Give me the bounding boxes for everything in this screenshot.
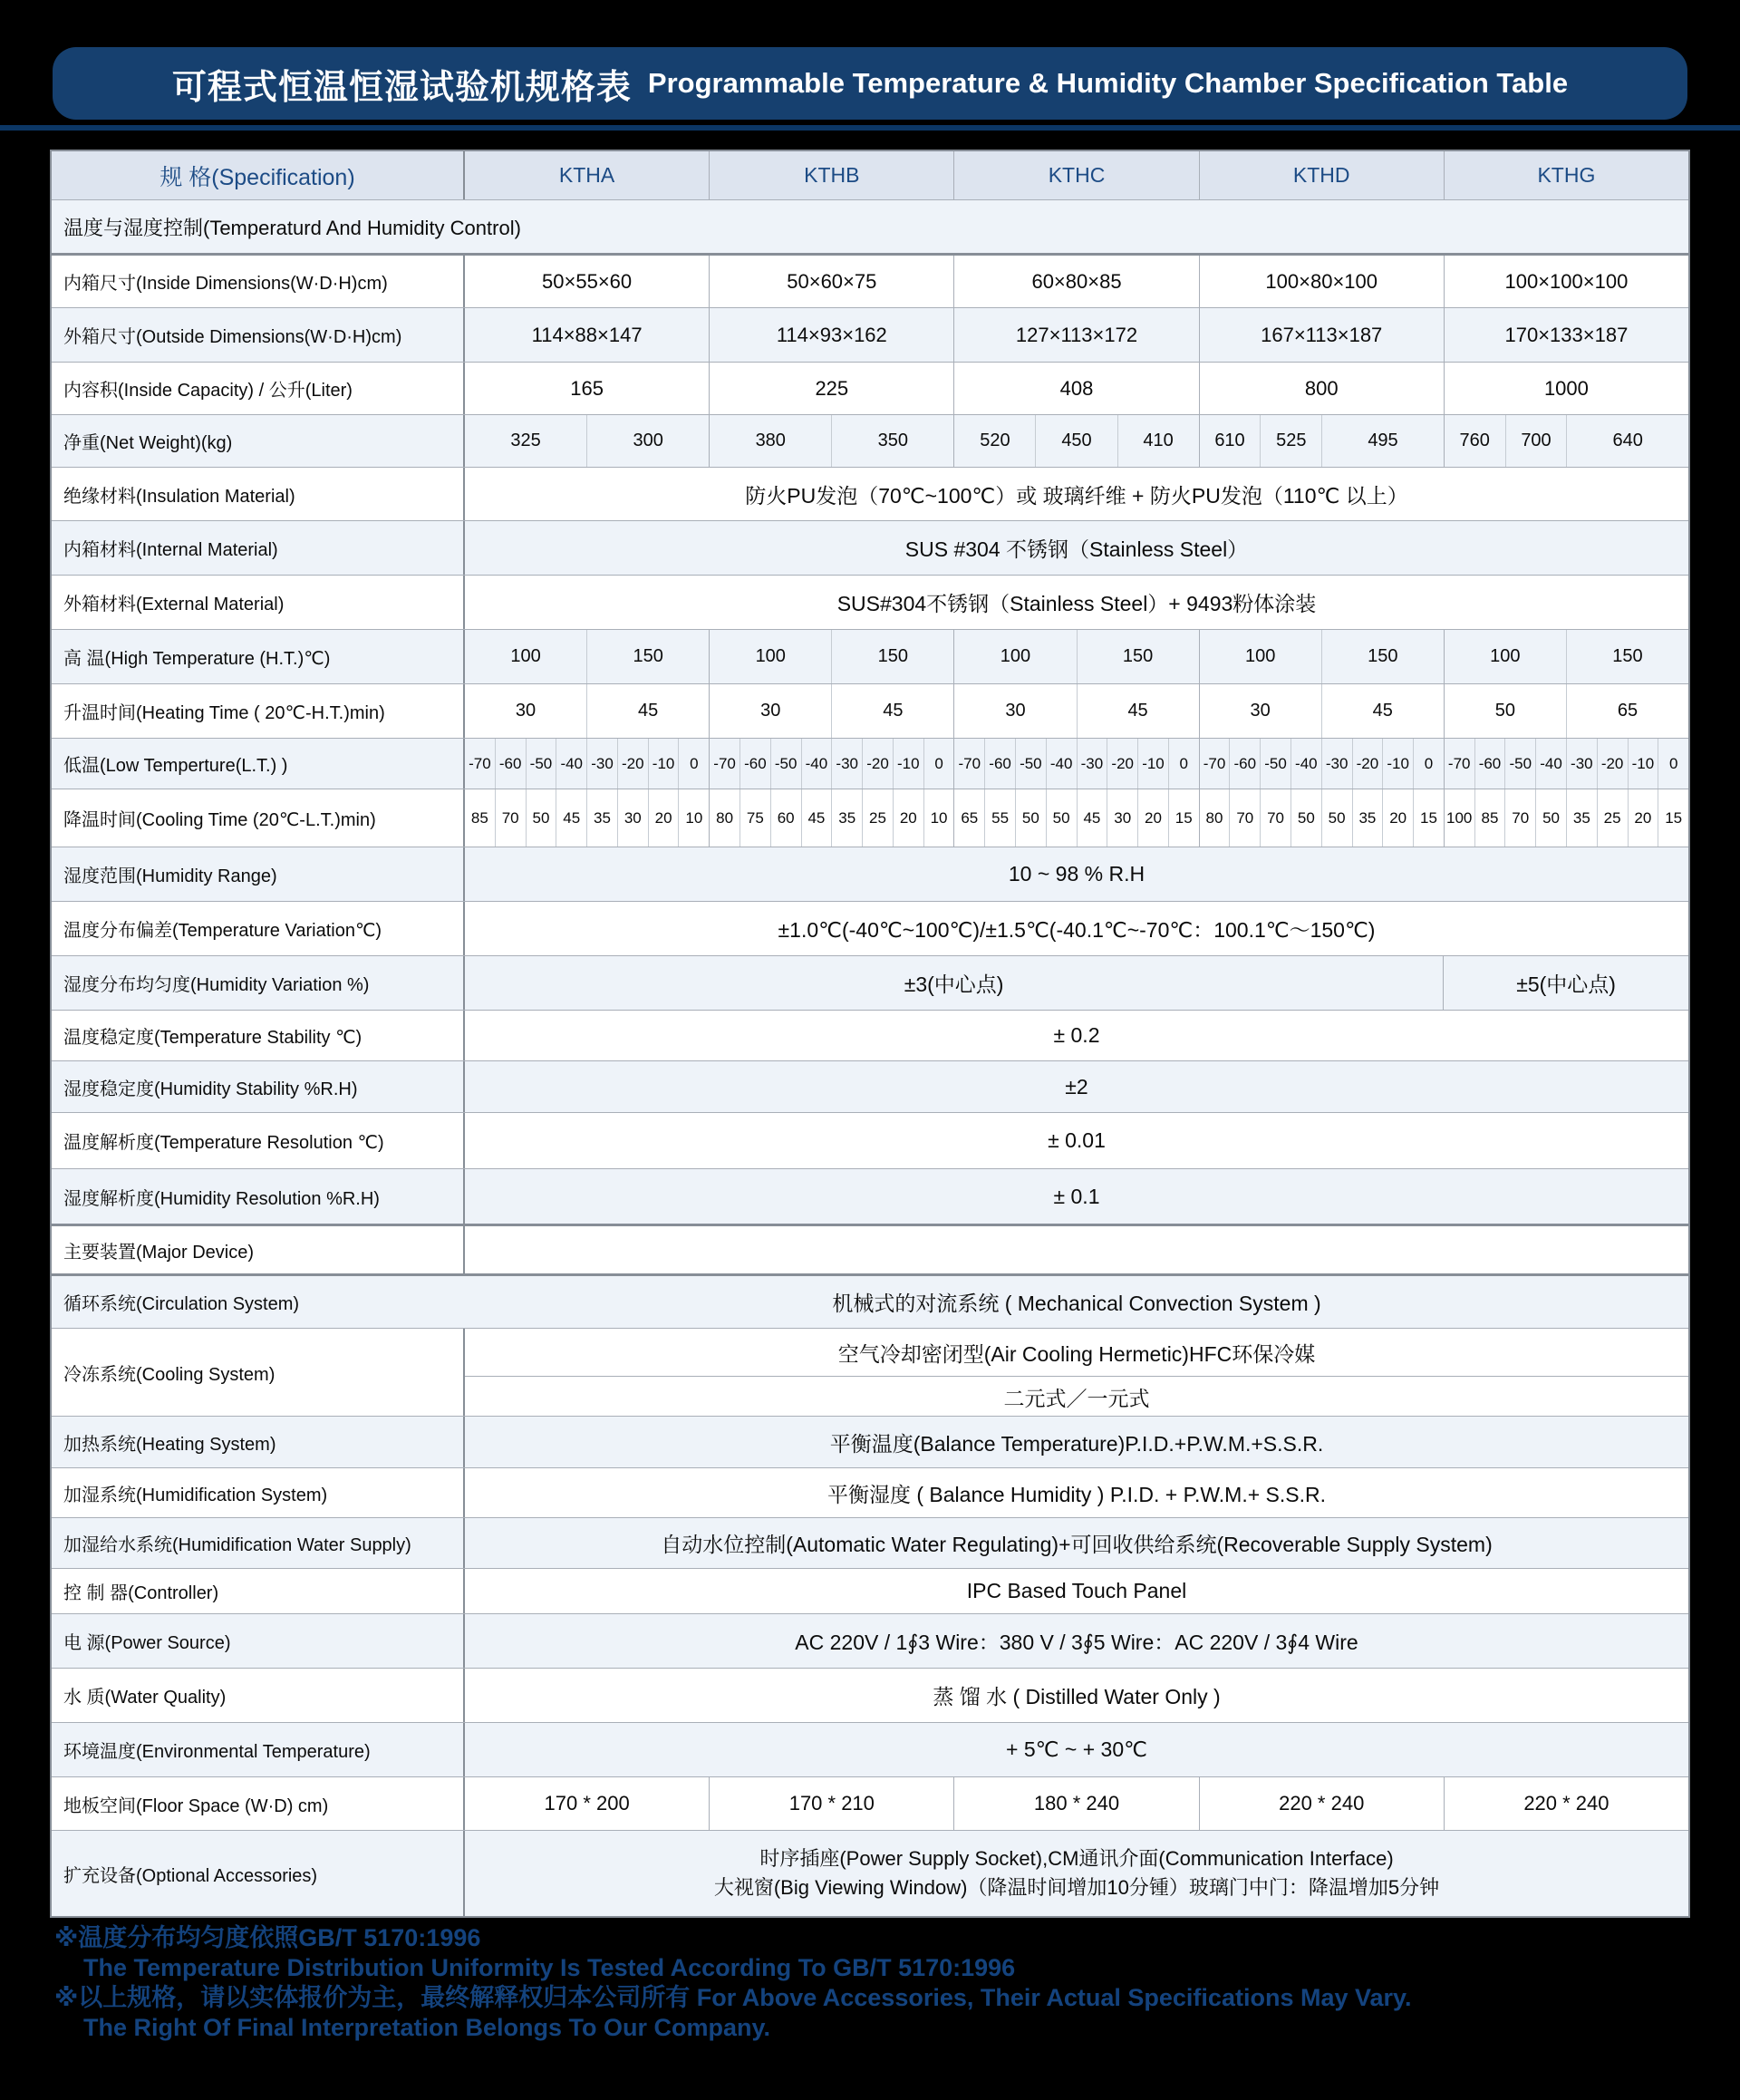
row-low-temperature (52, 738, 1688, 789)
row-optional-accessories (52, 1830, 1688, 1916)
value-low-temperature-KTHD-7: 0 (1413, 739, 1444, 789)
row-humidification-system (52, 1467, 1688, 1517)
group-net-weight-KTHC (953, 415, 1198, 467)
group-net-weight-KTHG (1444, 415, 1688, 467)
value-low-temperature-KTHD-0: -70 (1203, 754, 1226, 772)
row-environmental-temperature (52, 1722, 1688, 1776)
row-inside-capacity (52, 362, 1688, 414)
footnote-interpretation-en: The Right Of Final Interpretation Belongs To Our Company. (83, 2014, 771, 2041)
footnote-uniformity-en: The Temperature Distribution Uniformity Is Tested According To GB/T 5170:1996 (83, 1954, 1016, 1981)
row-humidity-range (52, 847, 1688, 901)
group-heating-time-KTHB (709, 684, 953, 738)
value-high-temperature-KTHD-0: 100 (1244, 646, 1276, 666)
row-label-external-material: 外箱材料(External Material) (52, 576, 465, 629)
value-high-temperature-KTHB-1: 150 (831, 630, 953, 683)
value-outside-dimensions-KTHC: 127×113×172 (953, 308, 1198, 362)
group-low-temperature-KTHB (709, 739, 953, 789)
value-inside-capacity-KTHG: 1000 (1444, 363, 1688, 414)
value-low-temperature-KTHG-1: -60 (1474, 739, 1505, 789)
row-label-cooling-system: 冷冻系统(Cooling System) (52, 1329, 465, 1416)
row-label-inside-capacity: 内容积(Inside Capacity) / 公升(Liter) (52, 363, 465, 414)
value-high-temperature-KTHG-0: 100 (1490, 646, 1521, 666)
value-temperature-variation: ±1.0℃(-40℃~100℃)/±1.5℃(-40.1℃~-70℃：100.1℃～150℃) (778, 918, 1376, 942)
value-cooling-time-KTHG-6: 20 (1628, 789, 1658, 847)
row-external-material (52, 575, 1688, 629)
value-circulation-system: 机械式的对流系统 ( Mechanical Convection System ) (832, 1292, 1321, 1315)
row-cooling-time (52, 789, 1688, 847)
row-major-device (52, 1224, 1688, 1273)
value-outside-dimensions-KTHD: 167×113×187 (1199, 308, 1444, 362)
row-label-controller: 控 制 器(Controller) (52, 1569, 465, 1613)
value-low-temperature-KTHG-4: -30 (1566, 739, 1597, 789)
value-cooling-time-KTHA-6: 20 (648, 789, 679, 847)
row-label-high-temperature: 高 温(High Temperature (H.T.)℃) (52, 630, 465, 683)
row-label-heating-system: 加热系统(Heating System) (52, 1417, 465, 1467)
value-heating-time-KTHD-0: 30 (1250, 701, 1271, 721)
row-label-circulation-system: 循环系统(Circulation System) (63, 1294, 300, 1314)
value-low-temperature-KTHB-1: -60 (740, 739, 770, 789)
page-title-chinese: 可程式恒温恒湿试验机规格表 (171, 68, 632, 107)
group-high-temperature-KTHA (465, 630, 709, 683)
group-high-temperature-KTHC (953, 630, 1198, 683)
value-outside-dimensions-KTHB: 114×93×162 (709, 308, 953, 362)
value-cooling-time-KTHD-2: 70 (1260, 789, 1290, 847)
row-label-humidification-water-supply: 加湿给水系统(Humidification Water Supply) (52, 1518, 465, 1568)
row-label-power-source: 电 源(Power Source) (52, 1614, 465, 1668)
value-major-device (465, 1226, 1688, 1273)
value-low-temperature-KTHA-3: -40 (556, 739, 586, 789)
row-outside-dimensions (52, 307, 1688, 362)
value-cooling-time-KTHA-7: 10 (678, 789, 709, 847)
value-cooling-time-KTHD-1: 70 (1229, 789, 1260, 847)
row-temperature-variation (52, 901, 1688, 955)
page-title-english: Programmable Temperature & Humidity Chamber Specification Table (647, 67, 1569, 99)
value-inside-dimensions-KTHB: 50×60×75 (709, 256, 953, 307)
value-heating-time-KTHB-1: 45 (831, 684, 953, 738)
row-temperature-resolution (52, 1112, 1688, 1168)
value-cooling-time-KTHG-0: 100 (1446, 808, 1473, 827)
value-low-temperature-KTHD-1: -60 (1229, 739, 1260, 789)
value-outside-dimensions-KTHG: 170×133×187 (1444, 308, 1688, 362)
value-net-weight-KTHC-1: 450 (1035, 415, 1116, 467)
group-cooling-time-KTHG (1444, 789, 1688, 847)
value-low-temperature-KTHD-2: -50 (1260, 739, 1290, 789)
value-heating-system: 平衡温度(Balance Temperature)P.I.D.+P.W.M.+S.S.R. (829, 1431, 1324, 1456)
value-low-temperature-KTHG-6: -10 (1628, 739, 1658, 789)
value-cooling-time-KTHG-3: 50 (1535, 789, 1566, 847)
value-humidification-water-supply: 自动水位控制(Automatic Water Regulating)+可回收供给系统(Recoverable Supply System) (661, 1533, 1493, 1556)
value-cooling-time-KTHC-0: 65 (961, 808, 979, 827)
stack-cooling-system (465, 1329, 1688, 1416)
value-low-temperature-KTHB-2: -50 (770, 739, 801, 789)
row-temperature-stability (52, 1010, 1688, 1060)
title-bar (53, 47, 1687, 120)
row-floor-space (52, 1776, 1688, 1830)
value-net-weight-KTHC-2: 410 (1117, 415, 1199, 467)
value-net-weight-KTHA-0: 325 (510, 431, 541, 450)
group-high-temperature-KTHB (709, 630, 953, 683)
value-heating-time-KTHA-0: 30 (515, 701, 536, 721)
value-net-weight-KTHD-2: 495 (1321, 415, 1444, 467)
value-heating-time-KTHG-0: 50 (1494, 701, 1515, 721)
row-label-heating-time: 升温时间(Heating Time ( 20℃-H.T.)min) (52, 684, 465, 738)
group-cooling-time-KTHB (709, 789, 953, 847)
value-low-temperature-KTHG-0: -70 (1447, 754, 1471, 772)
value-low-temperature-KTHC-5: -20 (1107, 739, 1137, 789)
group-low-temperature-KTHD (1199, 739, 1444, 789)
row-cooling-system (52, 1328, 1688, 1416)
row-circulation-system (52, 1273, 1688, 1328)
value-low-temperature-KTHC-4: -30 (1077, 739, 1107, 789)
value-inside-dimensions-KTHG: 100×100×100 (1444, 256, 1688, 307)
value-cooling-time-KTHD-4: 50 (1321, 789, 1352, 847)
value-environmental-temperature: + 5℃ ~ + 30℃ (1006, 1737, 1147, 1761)
value-cooling-time-KTHA-1: 70 (495, 789, 526, 847)
row-label-outside-dimensions: 外箱尺寸(Outside Dimensions(W·D·H)cm) (52, 308, 465, 362)
value-external-material: SUS#304不锈钢（Stainless Steel）+ 9493粉体涂装 (836, 592, 1317, 615)
model-header-KTHG: KTHG (1444, 151, 1688, 199)
value-cooling-time-KTHB-0: 80 (716, 808, 734, 827)
row-insulation-material (52, 467, 1688, 520)
value-inside-capacity-KTHA: 165 (570, 376, 604, 400)
value-temperature-resolution: ± 0.01 (1048, 1128, 1106, 1152)
value-inside-capacity-KTHD: 800 (1199, 363, 1444, 414)
value-cooling-time-KTHC-5: 30 (1107, 789, 1137, 847)
value-low-temperature-KTHC-0: -70 (958, 754, 981, 772)
value-inside-capacity-KTHB: 225 (709, 363, 953, 414)
value-floor-space-KTHD: 220 * 240 (1199, 1777, 1444, 1830)
value-low-temperature-KTHA-4: -30 (586, 739, 617, 789)
value-cooling-time-KTHC-7: 15 (1168, 789, 1199, 847)
value-cooling-time-KTHC-1: 55 (984, 789, 1015, 847)
value-net-weight-KTHB-0: 380 (755, 431, 786, 450)
row-label-internal-material: 内箱材料(Internal Material) (52, 521, 465, 575)
model-header-KTHC: KTHC (953, 151, 1198, 199)
value-power-source: AC 220V / 1∮3 Wire：380 V / 3∮5 Wire：AC 220V / 3∮4 Wire (795, 1631, 1358, 1654)
value-net-weight-KTHG-1: 700 (1505, 415, 1567, 467)
value-low-temperature-KTHG-7: 0 (1658, 739, 1688, 789)
spec-table (50, 150, 1690, 1918)
value-low-temperature-KTHA-5: -20 (617, 739, 648, 789)
row-net-weight (52, 414, 1688, 467)
value-cooling-time-KTHG-7: 15 (1658, 789, 1688, 847)
value-cooling-time-KTHB-7: 10 (923, 789, 954, 847)
value-low-temperature-KTHC-1: -60 (984, 739, 1015, 789)
value-cooling-time-KTHD-5: 35 (1352, 789, 1383, 847)
value-inside-dimensions-KTHC: 60×80×85 (953, 256, 1198, 307)
spec-header-cell: 规 格(Specification) (52, 151, 465, 199)
row-humidity-resolution (52, 1168, 1688, 1224)
value-cooling-time-KTHA-0: 85 (470, 808, 488, 827)
row-label-temperature-variation: 温度分布偏差(Temperature Variation℃) (52, 902, 465, 955)
value-net-weight-KTHB-1: 350 (831, 415, 953, 467)
value-cooling-time-KTHB-2: 60 (770, 789, 801, 847)
row-power-source (52, 1613, 1688, 1668)
row-label-temperature-resolution: 温度解析度(Temperature Resolution ℃) (52, 1113, 465, 1168)
row-label-humidity-range: 湿度范围(Humidity Range) (52, 847, 465, 901)
row-heating-time (52, 683, 1688, 738)
value-net-weight-KTHG-2: 640 (1566, 415, 1688, 467)
row-label-cooling-time: 降温时间(Cooling Time (20℃-L.T.)min) (52, 789, 465, 847)
group-net-weight-KTHD (1199, 415, 1444, 467)
value-water-quality: 蒸 馏 水 ( Distilled Water Only ) (933, 1685, 1221, 1708)
group-high-temperature-KTHD (1199, 630, 1444, 683)
row-label-insulation-material: 绝缘材料(Insulation Material) (52, 468, 465, 520)
value-low-temperature-KTHD-3: -40 (1290, 739, 1321, 789)
value-outside-dimensions-KTHA: 114×88×147 (531, 323, 643, 346)
row-label-humidification-system: 加湿系统(Humidification System) (52, 1468, 465, 1517)
value-humidity-resolution: ± 0.1 (1053, 1184, 1100, 1208)
value-cooling-time-KTHA-2: 50 (526, 789, 556, 847)
row-label-net-weight: 净重(Net Weight)(kg) (52, 415, 465, 467)
value-high-temperature-KTHG-1: 150 (1566, 630, 1688, 683)
value-cooling-time-KTHC-2: 50 (1015, 789, 1046, 847)
value-low-temperature-KTHD-4: -30 (1321, 739, 1352, 789)
value-heating-time-KTHG-1: 65 (1566, 684, 1688, 738)
footnote-disclaimer-cn-en: ※以上规格，请以实体报价为主，最终解释权归本公司所有 For Above Accessories, Their Actual Specifications May Vary. (54, 1984, 1412, 2011)
row-label-temperature-stability: 温度稳定度(Temperature Stability ℃) (52, 1011, 465, 1060)
value-cooling-time-KTHC-6: 20 (1137, 789, 1168, 847)
value-humidity-variation-left: ±3(中心点) (904, 973, 1004, 996)
section-label-temp-humidity-control: 温度与湿度控制(Temperaturd And Humidity Control) (63, 216, 521, 239)
value-low-temperature-KTHB-6: -10 (893, 739, 923, 789)
row-heating-system (52, 1416, 1688, 1467)
group-cooling-time-KTHC (953, 789, 1198, 847)
row-temp-humidity-control (52, 199, 1688, 253)
value-humidification-system: 平衡湿度 ( Balance Humidity ) P.I.D. + P.W.M.+ S.S.R. (826, 1482, 1327, 1506)
value-cooling-time-KTHB-4: 35 (831, 789, 862, 847)
value-high-temperature-KTHA-0: 100 (510, 646, 541, 666)
value-low-temperature-KTHB-4: -30 (831, 739, 862, 789)
value-low-temperature-KTHA-2: -50 (526, 739, 556, 789)
row-label-optional-accessories: 扩充设备(Optional Accessories) (52, 1831, 465, 1916)
value-low-temperature-KTHA-0: -70 (469, 754, 491, 772)
value-low-temperature-KTHD-5: -20 (1352, 739, 1383, 789)
footnote-uniformity-cn: ※温度分布均匀度依照GB/T 5170:1996 (54, 1924, 481, 1951)
table-header-row (52, 151, 1688, 199)
row-internal-material (52, 520, 1688, 575)
row-water-quality (52, 1668, 1688, 1722)
row-label-water-quality: 水 质(Water Quality) (52, 1669, 465, 1722)
row-label-humidity-variation: 湿度分布均匀度(Humidity Variation %) (52, 956, 465, 1010)
value-cooling-time-KTHG-2: 70 (1504, 789, 1535, 847)
value-cooling-time-KTHA-4: 35 (586, 789, 617, 847)
row-inside-dimensions (52, 253, 1688, 307)
value-humidity-range: 10 ~ 98 % R.H (1008, 862, 1146, 885)
value-heating-time-KTHA-1: 45 (586, 684, 709, 738)
value-low-temperature-KTHB-7: 0 (923, 739, 954, 789)
value-low-temperature-KTHG-3: -40 (1535, 739, 1566, 789)
value-insulation-material: 防火PU发泡（70℃~100℃）或 玻璃纤维 + 防火PU发泡（110℃ 以上） (745, 483, 1408, 508)
value-cooling-time-KTHB-1: 75 (740, 789, 770, 847)
value-optional-accessories (465, 1831, 1688, 1916)
value-net-weight-KTHD-0: 610 (1214, 431, 1245, 450)
value-low-temperature-KTHC-6: -10 (1137, 739, 1168, 789)
value-high-temperature-KTHC-1: 150 (1077, 630, 1199, 683)
value-cooling-system-0: 空气冷却密闭型(Air Cooling Hermetic)HFC环保冷媒 (837, 1341, 1316, 1366)
value-inside-dimensions-KTHD: 100×80×100 (1199, 256, 1444, 307)
row-humidity-variation (52, 955, 1688, 1010)
group-net-weight-KTHB (709, 415, 953, 467)
value-cooling-time-KTHA-3: 45 (556, 789, 586, 847)
footnotes (54, 1923, 1686, 2043)
value-cooling-time-KTHG-5: 25 (1597, 789, 1628, 847)
value-cooling-time-KTHD-7: 15 (1413, 789, 1444, 847)
row-label-humidity-stability: 湿度稳定度(Humidity Stability %R.H) (52, 1061, 465, 1112)
row-humidity-stability (52, 1060, 1688, 1112)
value-heating-time-KTHC-0: 30 (1005, 701, 1026, 721)
header-divider-rule (0, 125, 1740, 131)
value-temperature-stability: ± 0.2 (1053, 1023, 1100, 1047)
group-low-temperature-KTHG (1444, 739, 1688, 789)
value-net-weight-KTHD-1: 525 (1260, 415, 1321, 467)
value-cooling-time-KTHB-6: 20 (893, 789, 923, 847)
value-high-temperature-KTHB-0: 100 (755, 646, 786, 666)
value-low-temperature-KTHA-1: -60 (495, 739, 526, 789)
value-cooling-time-KTHD-6: 20 (1382, 789, 1413, 847)
value-inside-capacity-KTHC: 408 (953, 363, 1198, 414)
group-cooling-time-KTHA (465, 789, 709, 847)
value-low-temperature-KTHB-5: -20 (862, 739, 893, 789)
value-low-temperature-KTHA-7: 0 (678, 739, 709, 789)
value-floor-space-KTHA: 170 * 200 (544, 1792, 630, 1815)
value-low-temperature-KTHG-2: -50 (1504, 739, 1535, 789)
value-low-temperature-KTHD-6: -10 (1382, 739, 1413, 789)
row-humidification-water-supply (52, 1517, 1688, 1568)
value-cooling-time-KTHG-4: 35 (1566, 789, 1597, 847)
value-floor-space-KTHG: 220 * 240 (1444, 1777, 1688, 1830)
row-controller (52, 1568, 1688, 1613)
value-low-temperature-KTHC-3: -40 (1046, 739, 1077, 789)
row-high-temperature (52, 629, 1688, 683)
row-label-environmental-temperature: 环境温度(Environmental Temperature) (52, 1723, 465, 1776)
value-floor-space-KTHB: 170 * 210 (709, 1777, 953, 1830)
model-header-KTHB: KTHB (709, 151, 953, 199)
group-heating-time-KTHG (1444, 684, 1688, 738)
value-cooling-time-KTHD-3: 50 (1290, 789, 1321, 847)
value-low-temperature-KTHG-5: -20 (1597, 739, 1628, 789)
row-label-inside-dimensions: 内箱尺寸(Inside Dimensions(W·D·H)cm) (52, 256, 465, 307)
value-cooling-time-KTHG-1: 85 (1474, 789, 1505, 847)
value-humidity-variation-right: ±5(中心点) (1443, 956, 1688, 1010)
value-low-temperature-KTHB-3: -40 (801, 739, 832, 789)
value-heating-time-KTHC-1: 45 (1077, 684, 1199, 738)
group-low-temperature-KTHC (953, 739, 1198, 789)
value-net-weight-KTHC-0: 520 (980, 431, 1010, 450)
group-heating-time-KTHA (465, 684, 709, 738)
value-optional-accessories-line-1: 大视窗(Big Viewing Window)（降温时间增加10分锺）玻璃门中门：降温增加5分钟 (713, 1876, 1440, 1899)
model-header-KTHD: KTHD (1199, 151, 1444, 199)
value-heating-time-KTHB-0: 30 (760, 701, 781, 721)
group-heating-time-KTHC (953, 684, 1198, 738)
group-high-temperature-KTHG (1444, 630, 1688, 683)
value-low-temperature-KTHC-7: 0 (1168, 739, 1199, 789)
value-high-temperature-KTHD-1: 150 (1321, 630, 1444, 683)
group-heating-time-KTHD (1199, 684, 1444, 738)
row-label-major-device: 主要装置(Major Device) (52, 1226, 465, 1273)
model-header-KTHA: KTHA (558, 163, 615, 187)
value-high-temperature-KTHC-0: 100 (1000, 646, 1031, 666)
value-cooling-time-KTHB-5: 25 (862, 789, 893, 847)
value-high-temperature-KTHA-1: 150 (586, 630, 709, 683)
value-humidity-stability: ±2 (1065, 1074, 1088, 1098)
value-cooling-time-KTHC-4: 45 (1077, 789, 1107, 847)
value-net-weight-KTHA-1: 300 (586, 415, 709, 467)
value-optional-accessories-line-0: 时序插座(Power Supply Socket),CM通讯介面(Communication Interface) (759, 1847, 1394, 1871)
group-cooling-time-KTHD (1199, 789, 1444, 847)
value-internal-material: SUS #304 不锈钢（Stainless Steel） (904, 537, 1249, 561)
group-net-weight-KTHA (465, 415, 709, 467)
value-controller: IPC Based Touch Panel (966, 1579, 1187, 1602)
value-low-temperature-KTHC-2: -50 (1015, 739, 1046, 789)
value-cooling-time-KTHA-5: 30 (617, 789, 648, 847)
value-floor-space-KTHC: 180 * 240 (953, 1777, 1198, 1830)
value-net-weight-KTHG-0: 760 (1459, 431, 1490, 450)
value-cooling-time-KTHD-0: 80 (1205, 808, 1223, 827)
row-label-floor-space: 地板空间(Floor Space (W·D) cm) (52, 1777, 465, 1830)
value-inside-dimensions-KTHA: 50×55×60 (542, 269, 633, 293)
value-cooling-time-KTHB-3: 45 (801, 789, 832, 847)
row-label-low-temperature: 低温(Low Temperture(L.T.) ) (52, 739, 465, 789)
value-low-temperature-KTHB-0: -70 (713, 754, 736, 772)
value-low-temperature-KTHA-6: -10 (648, 739, 679, 789)
value-heating-time-KTHD-1: 45 (1321, 684, 1444, 738)
row-label-humidity-resolution: 湿度解析度(Humidity Resolution %R.H) (52, 1169, 465, 1224)
value-cooling-time-KTHC-3: 50 (1046, 789, 1077, 847)
group-low-temperature-KTHA (465, 739, 709, 789)
value-cooling-system-1: 二元式／一元式 (465, 1376, 1688, 1416)
